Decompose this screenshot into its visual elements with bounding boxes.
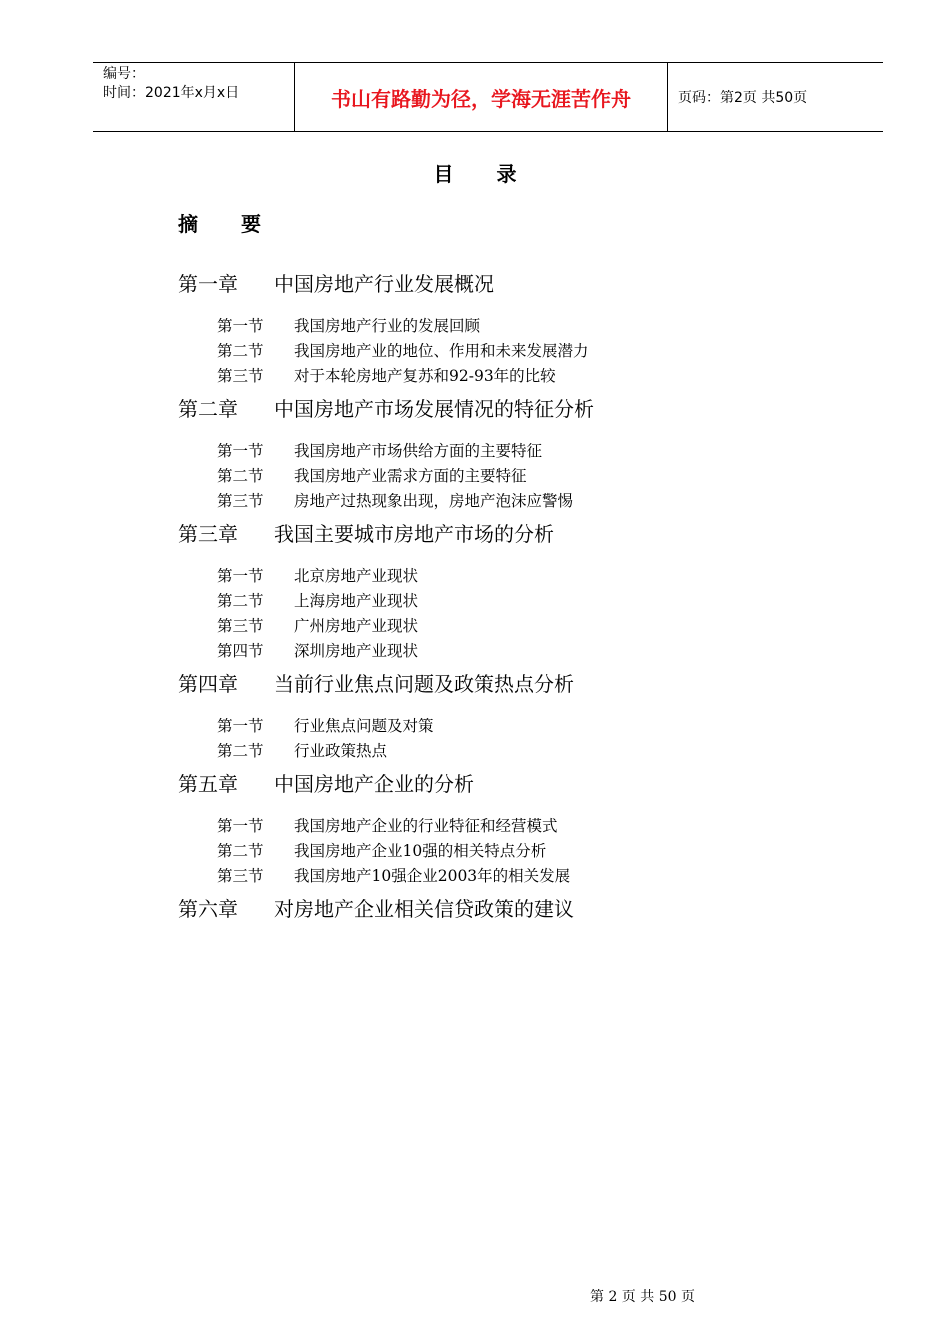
section-list: [178, 302, 898, 391]
section-title: 北京房地产业现状: [294, 567, 419, 585]
section-title: 深圳房地产业现状: [294, 642, 419, 660]
chapter-number: 第一章: [178, 272, 238, 296]
chapter-title: 中国房地产企业的分析: [274, 772, 474, 796]
toc-section: [217, 839, 898, 864]
section-number: 第三节: [217, 367, 264, 385]
section-list: [178, 552, 898, 666]
header-page-info: 页码：第2页 共50页: [678, 90, 808, 106]
header-motto: 书山有路勤为径，学海无涯苦作舟: [295, 63, 668, 131]
section-title: 上海房地产业现状: [294, 592, 419, 610]
toc-chapter: [178, 391, 898, 427]
chapter-number: 第六章: [178, 897, 238, 921]
section-title: 我国房地产业的地位、作用和未来发展潜力: [294, 342, 589, 360]
section-number: 第二节: [217, 592, 264, 610]
toc-section: [217, 364, 898, 389]
toc-section: [217, 464, 898, 489]
section-title: 行业政策热点: [294, 742, 388, 760]
section-list: [178, 427, 898, 516]
toc-section: [217, 439, 898, 464]
section-number: 第二节: [217, 342, 264, 360]
serial-label: 编号：: [103, 66, 145, 82]
toc-section: [217, 814, 898, 839]
toc-section: [217, 339, 898, 364]
chapter-number: 第五章: [178, 772, 238, 796]
toc-chapter: [178, 766, 898, 802]
section-title: 我国房地产行业的发展回顾: [294, 317, 481, 335]
toc-section: [217, 614, 898, 639]
section-list: [178, 702, 898, 766]
section-number: 第四节: [217, 642, 264, 660]
toc-chapter: [178, 516, 898, 552]
header-meta: [93, 63, 295, 131]
toc-chapter: [178, 266, 898, 302]
chapter-title: 对房地产企业相关信贷政策的建议: [274, 897, 574, 921]
chapter-title: 中国房地产市场发展情况的特征分析: [274, 397, 594, 421]
toc-section: [217, 489, 898, 514]
section-number: 第一节: [217, 317, 264, 335]
time-label: 时间：2021年x月x日: [103, 85, 240, 101]
toc-chapter: [178, 891, 898, 927]
toc-section: [217, 314, 898, 339]
page-footer: 第 2 页 共 50 页: [590, 1289, 695, 1305]
toc-section: [217, 589, 898, 614]
section-number: 第三节: [217, 617, 264, 635]
section-title: 我国房地产10强企业2003年的相关发展: [294, 867, 571, 885]
page-header: [93, 62, 883, 132]
section-title: 房地产过热现象出现，房地产泡沫应警惕: [294, 492, 574, 510]
section-number: 第三节: [217, 492, 264, 510]
section-title: 我国房地产企业10强的相关特点分析: [294, 842, 547, 860]
section-number: 第三节: [217, 867, 264, 885]
abstract-heading: 摘 要: [178, 212, 279, 236]
section-number: 第二节: [217, 842, 264, 860]
section-number: 第二节: [217, 467, 264, 485]
toc-section: [217, 739, 898, 764]
table-of-contents: [178, 266, 898, 941]
section-number: 第二节: [217, 742, 264, 760]
section-number: 第一节: [217, 567, 264, 585]
section-number: 第一节: [217, 717, 264, 735]
toc-section: [217, 639, 898, 664]
section-title: 我国房地产市场供给方面的主要特征: [294, 442, 543, 460]
section-number: 第一节: [217, 817, 264, 835]
toc-section: [217, 714, 898, 739]
chapter-number: 第二章: [178, 397, 238, 421]
chapter-number: 第四章: [178, 672, 238, 696]
section-title: 我国房地产企业的行业特征和经营模式: [294, 817, 558, 835]
section-list: [178, 802, 898, 891]
toc-chapter: [178, 666, 898, 702]
section-title: 广州房地产业现状: [294, 617, 419, 635]
toc-section: [217, 564, 898, 589]
section-number: 第一节: [217, 442, 264, 460]
chapter-title: 我国主要城市房地产市场的分析: [274, 522, 554, 546]
section-title: 对于本轮房地产复苏和92-93年的比较: [294, 367, 556, 385]
section-title: 我国房地产业需求方面的主要特征: [294, 467, 527, 485]
toc-section: [217, 864, 898, 889]
toc-title: 目 录: [433, 162, 535, 186]
chapter-number: 第三章: [178, 522, 238, 546]
section-title: 行业焦点问题及对策: [294, 717, 434, 735]
chapter-title: 当前行业焦点问题及政策热点分析: [274, 672, 574, 696]
chapter-title: 中国房地产行业发展概况: [274, 272, 494, 296]
